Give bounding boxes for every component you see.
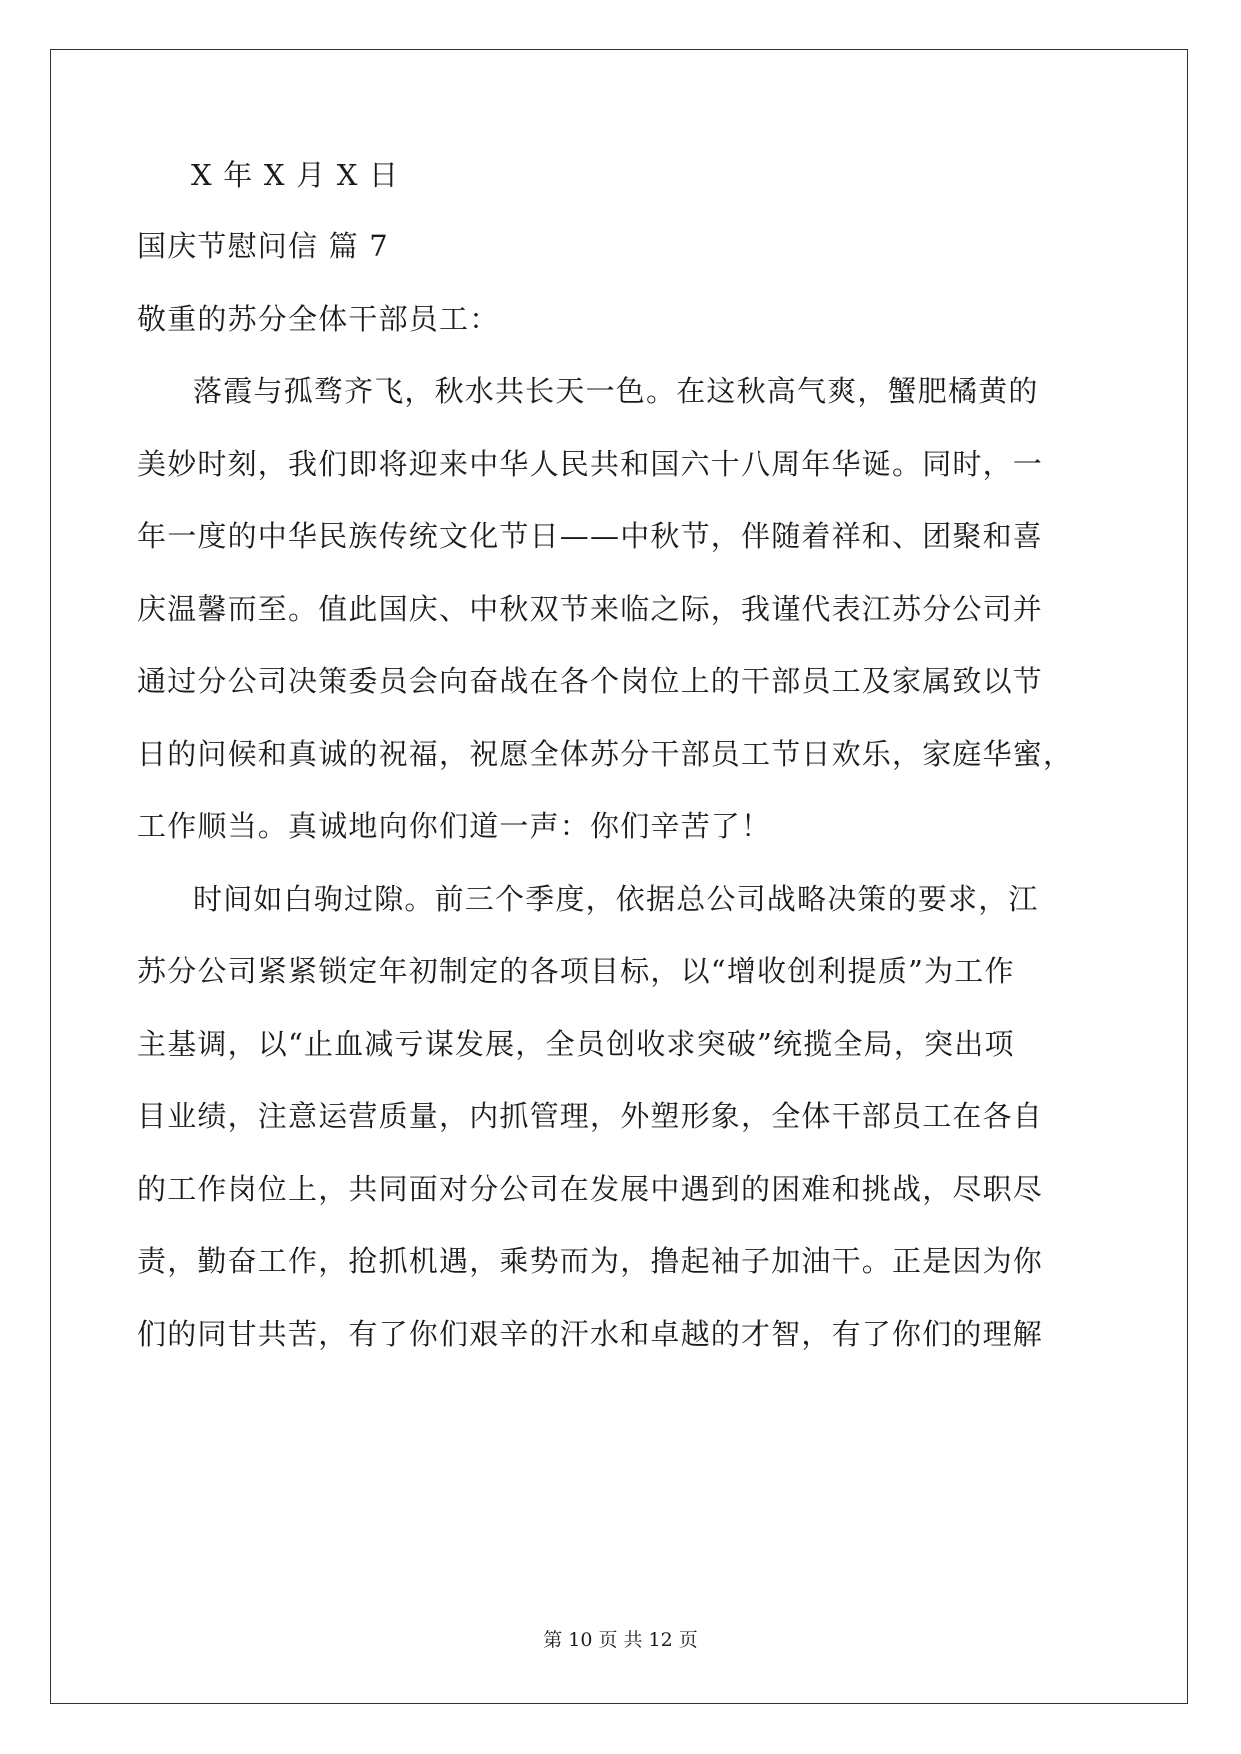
section-title: 国庆节慰问信 篇 7	[137, 229, 389, 263]
text-line: 主基调，以“止血减亏谋发展，全员创收求突破”统揽全局，突出项	[137, 1027, 1015, 1061]
text-line: 庆温馨而至。值此国庆、中秋双节来临之际，我谨代表江苏分公司并	[137, 592, 1044, 626]
text-line: 落霞与孤骛齐飞，秋水共长天一色。在这秋高气爽，蟹肥橘黄的	[193, 374, 1039, 408]
date-line: X 年 X 月 X 日	[191, 158, 400, 192]
text-line: 的工作岗位上，共同面对分公司在发展中遇到的困难和挑战，尽职尽	[137, 1172, 1044, 1206]
text-line: 年一度的中华民族传统文化节日——中秋节，伴随着祥和、团聚和喜	[137, 519, 1044, 553]
text-line: 们的同甘共苦，有了你们艰辛的汗水和卓越的才智，有了你们的理解	[137, 1317, 1044, 1351]
text-line: 工作顺当。真诚地向你们道一声：你们辛苦了！	[137, 809, 772, 843]
text-line: 目业绩，注意运营质量，内抓管理，外塑形象，全体干部员工在各自	[137, 1099, 1044, 1133]
text-line: 责，勤奋工作，抢抓机遇，乘势而为，撸起袖子加油干。正是因为你	[137, 1244, 1044, 1278]
text-line: 美妙时刻，我们即将迎来中华人民共和国六十八周年华诞。同时，一	[137, 447, 1044, 481]
text-line: 通过分公司决策委员会向奋战在各个岗位上的干部员工及家属致以节	[137, 664, 1044, 698]
text-line: 苏分公司紧紧锁定年初制定的各项目标，以“增收创利提质”为工作	[137, 954, 1015, 988]
page-number-footer: 第 10 页 共 12 页	[543, 1629, 698, 1651]
text-line: 时间如白驹过隙。前三个季度，依据总公司战略决策的要求，江	[193, 882, 1039, 916]
salutation: 敬重的苏分全体干部员工：	[137, 302, 500, 336]
text-line: 日的问候和真诚的祝福，祝愿全体苏分干部员工节日欢乐，家庭华蜜，	[137, 737, 1074, 771]
page-border	[50, 49, 1188, 1704]
